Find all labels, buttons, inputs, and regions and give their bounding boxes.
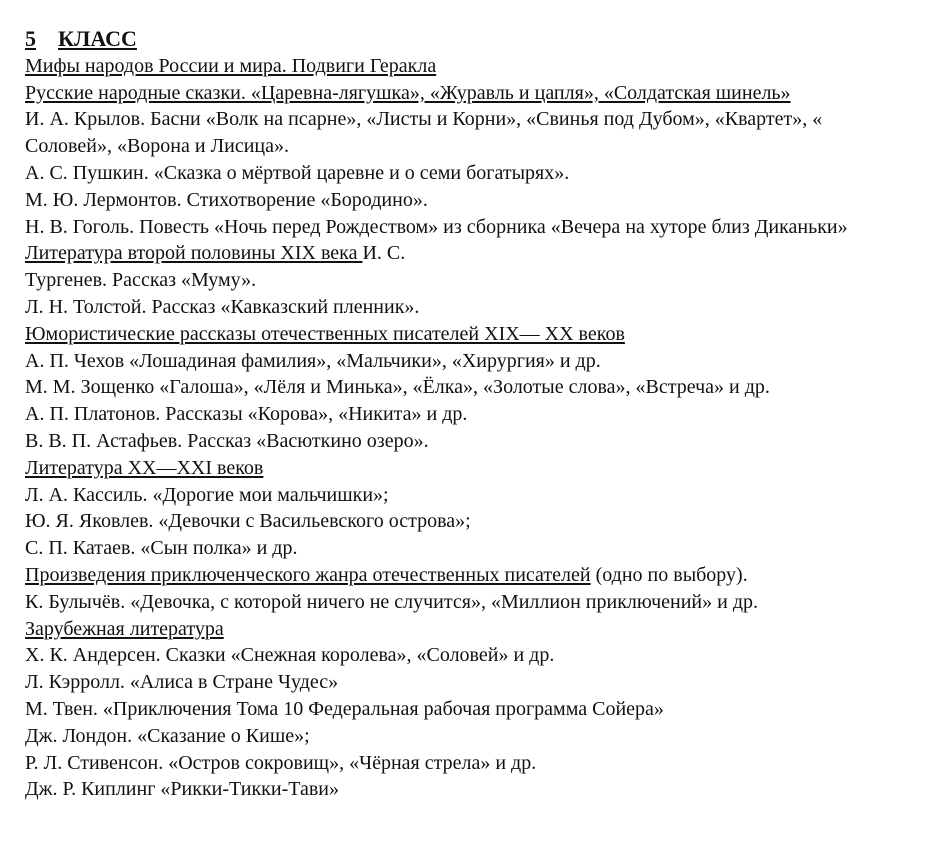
- item-text: Тургенев. Рассказ «Муму».: [25, 269, 257, 292]
- item-text: К. Булычёв. «Девочка, с которой ничего не случится», «Миллион приключений» и др.: [25, 590, 759, 613]
- list-item: [25, 348, 948, 375]
- item-text: Н. В. Гоголь. Повесть «Ночь перед Рождеством» из сборника «Вечера на хуторе близ Диканьки»: [25, 215, 848, 238]
- item-text: М. М. Зощенко «Галоша», «Лёля и Минька», «Ёлка», «Золотые слова», «Встреча» и др.: [25, 376, 770, 399]
- list-item: [25, 187, 948, 214]
- section-title: Литература второй половины XIX века: [25, 242, 363, 265]
- item-text: И. С.: [362, 242, 406, 265]
- list-item: [25, 776, 948, 803]
- list-item: [25, 374, 948, 401]
- list-item: [25, 428, 948, 455]
- item-text: А. П. Чехов «Лошадиная фамилия», «Мальчики», «Хирургия» и др.: [25, 349, 601, 372]
- section-title: Зарубежная литература: [25, 617, 224, 640]
- item-text: М. Твен. «Приключения Тома 10 Федеральная рабочая программа Сойера»: [25, 697, 664, 720]
- item-text: Л. Кэрролл. «Алиса в Стране Чудес»: [25, 671, 339, 694]
- section-title: Юмористические рассказы отечественных писателей XIX— XX веков: [25, 322, 625, 345]
- list-item: [25, 589, 948, 616]
- list-item: [25, 508, 948, 535]
- list-item: [25, 294, 948, 321]
- section-title: Литература XX—XXI веков: [25, 456, 264, 479]
- list-item: [25, 267, 948, 294]
- item-text: С. П. Катаев. «Сын полка» и др.: [25, 537, 298, 560]
- list-item: [25, 642, 948, 669]
- class-heading: [25, 26, 948, 53]
- list-item: [25, 723, 948, 750]
- list-item: [25, 669, 948, 696]
- section-title: Произведения приключенческого жанра отечественных писателей: [25, 563, 591, 586]
- reading-list: [25, 53, 948, 803]
- item-text: Дж. Лондон. «Сказание о Кише»;: [25, 724, 310, 747]
- list-item: [25, 160, 948, 187]
- list-item: [25, 240, 948, 267]
- section-title: Русские народные сказки. «Царевна-лягушка», «Журавль и цапля», «Солдатская шинель»: [25, 81, 791, 104]
- item-text: Х. К. Андерсен. Сказки «Снежная королева», «Соловей» и др.: [25, 644, 555, 667]
- item-text: Соловей», «Ворона и Лисица».: [25, 135, 290, 158]
- item-text: Л. А. Кассиль. «Дорогие мои мальчишки»;: [25, 483, 389, 506]
- item-text: А. С. Пушкин. «Сказка о мёртвой царевне и о семи богатырях».: [25, 161, 570, 184]
- item-text: Дж. Р. Киплинг «Рикки-Тикки-Тави»: [25, 778, 340, 801]
- item-text: А. П. Платонов. Рассказы «Корова», «Никита» и др.: [25, 403, 468, 426]
- item-text: М. Ю. Лермонтов. Стихотворение «Бородино».: [25, 188, 428, 211]
- section-heading: [25, 80, 948, 107]
- list-item: [25, 482, 948, 509]
- item-text: В. В. П. Астафьев. Рассказ «Васюткино озеро».: [25, 429, 429, 452]
- list-item: [25, 696, 948, 723]
- item-text: Ю. Я. Яковлев. «Девочки с Васильевского острова»;: [25, 510, 471, 533]
- list-item: [25, 133, 948, 160]
- section-heading: [25, 321, 948, 348]
- list-item: [25, 562, 948, 589]
- section-heading: [25, 53, 948, 80]
- class-title: КЛАСС: [58, 26, 137, 51]
- list-item: [25, 535, 948, 562]
- section-heading: [25, 455, 948, 482]
- list-item: [25, 214, 948, 241]
- list-item: [25, 106, 948, 133]
- item-text: Р. Л. Стивенсон. «Остров сокровищ», «Чёрная стрела» и др.: [25, 751, 537, 774]
- document-page: [25, 26, 948, 803]
- list-item: [25, 750, 948, 777]
- item-text: И. А. Крылов. Басни «Волк на псарне», «Листы и Корни», «Свинья под Дубом», «Квартет», «: [25, 108, 823, 131]
- class-number: 5: [25, 26, 36, 51]
- item-text: (одно по выбору).: [590, 563, 748, 586]
- section-heading: [25, 616, 948, 643]
- list-item: [25, 401, 948, 428]
- section-title: Мифы народов России и мира. Подвиги Геракла: [25, 54, 437, 77]
- item-text: Л. Н. Толстой. Рассказ «Кавказский пленник».: [25, 295, 420, 318]
